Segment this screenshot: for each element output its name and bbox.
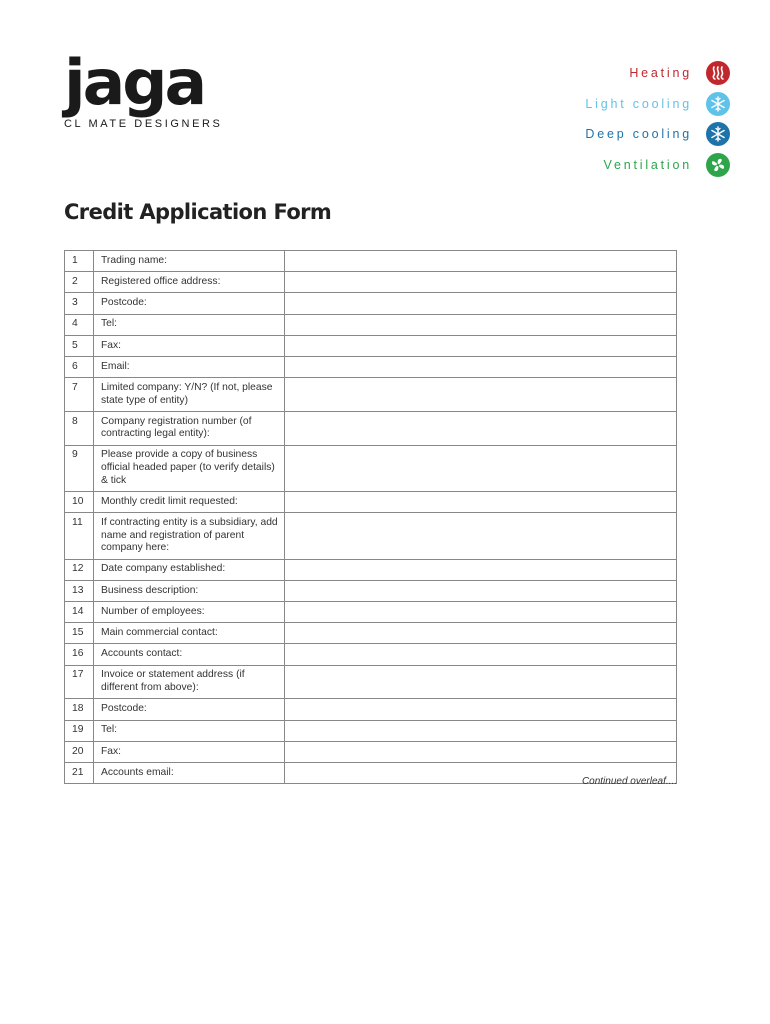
field-label: Company registration number (of contracting legal entity): [94,411,285,445]
answer-field[interactable] [285,602,677,623]
answer-field[interactable] [285,378,677,412]
form-row [65,335,677,356]
category-light-cooling [585,89,730,120]
answer-field[interactable] [285,720,677,741]
row-number: 14 [65,602,94,623]
answer-field[interactable] [285,623,677,644]
product-categories [585,58,730,180]
logo-wordmark: jaga [64,46,205,119]
row-number: 5 [65,335,94,356]
row-number: 12 [65,559,94,580]
answer-field[interactable] [285,665,677,699]
category-heating [585,58,730,89]
form-row [65,513,677,559]
row-number: 21 [65,762,94,783]
row-number: 3 [65,293,94,314]
form-row [65,602,677,623]
row-number: 10 [65,492,94,513]
credit-application-table [64,250,677,784]
form-row [65,699,677,720]
answer-field[interactable] [285,251,677,272]
snowflake-icon [706,122,730,146]
field-label: Fax: [94,335,285,356]
field-label: Postcode: [94,293,285,314]
category-ventilation [585,150,730,181]
form-row [65,411,677,445]
form-row [65,741,677,762]
field-label: Registered office address: [94,272,285,293]
form-row [65,580,677,601]
field-label: Accounts email: [94,762,285,783]
row-number: 1 [65,251,94,272]
form-row [65,720,677,741]
heating-icon [706,61,730,85]
form-row [65,314,677,335]
field-label: Accounts contact: [94,644,285,665]
category-deep-cooling [585,119,730,150]
field-label: Email: [94,356,285,377]
form-row [65,623,677,644]
form-row [65,445,677,491]
answer-field[interactable] [285,559,677,580]
category-label: Deep cooling [585,127,692,142]
row-number: 7 [65,378,94,412]
field-label: Trading name: [94,251,285,272]
field-label: Main commercial contact: [94,623,285,644]
answer-field[interactable] [285,580,677,601]
field-label: Date company established: [94,559,285,580]
field-label: Tel: [94,314,285,335]
row-number: 6 [65,356,94,377]
category-label: Heating [629,66,692,81]
field-label: Monthly credit limit requested: [94,492,285,513]
category-label: Ventilation [603,157,692,172]
category-label: Light cooling [585,96,692,111]
continued-note: Continued overleaf.... [581,776,677,787]
answer-field[interactable] [285,741,677,762]
field-label: Tel: [94,720,285,741]
form-row [65,665,677,699]
row-number: 15 [65,623,94,644]
answer-field[interactable] [285,699,677,720]
fan-icon [706,153,730,177]
form-row [65,559,677,580]
row-number: 2 [65,272,94,293]
logo-tagline: CL MATE DESIGNERS [64,118,223,130]
answer-field[interactable] [285,445,677,491]
form-row [65,492,677,513]
form-row [65,378,677,412]
answer-field[interactable] [285,314,677,335]
row-number: 11 [65,513,94,559]
field-label: Business description: [94,580,285,601]
field-label: Limited company: Y/N? (If not, please state type of entity) [94,378,285,412]
answer-field[interactable] [285,513,677,559]
field-label: Invoice or statement address (if different from above): [94,665,285,699]
field-label: If contracting entity is a subsidiary, add name and registration of parent company here: [94,513,285,559]
answer-field[interactable] [285,335,677,356]
form-row [65,644,677,665]
answer-field[interactable] [285,356,677,377]
form-row [65,293,677,314]
form-row [65,356,677,377]
page-title: Credit Application Form [64,200,332,224]
row-number: 9 [65,445,94,491]
answer-field[interactable] [285,411,677,445]
field-label: Postcode: [94,699,285,720]
row-number: 8 [65,411,94,445]
row-number: 18 [65,699,94,720]
field-label: Please provide a copy of business official headed paper (to verify details) & tick [94,445,285,491]
field-label: Fax: [94,741,285,762]
row-number: 20 [65,741,94,762]
answer-field[interactable] [285,492,677,513]
row-number: 4 [65,314,94,335]
answer-field[interactable] [285,293,677,314]
answer-field[interactable] [285,644,677,665]
row-number: 16 [65,644,94,665]
field-label: Number of employees: [94,602,285,623]
row-number: 13 [65,580,94,601]
row-number: 17 [65,665,94,699]
form-row [65,272,677,293]
answer-field[interactable] [285,272,677,293]
snowflake-icon [706,92,730,116]
jaga-logo [64,46,244,130]
form-row [65,251,677,272]
row-number: 19 [65,720,94,741]
